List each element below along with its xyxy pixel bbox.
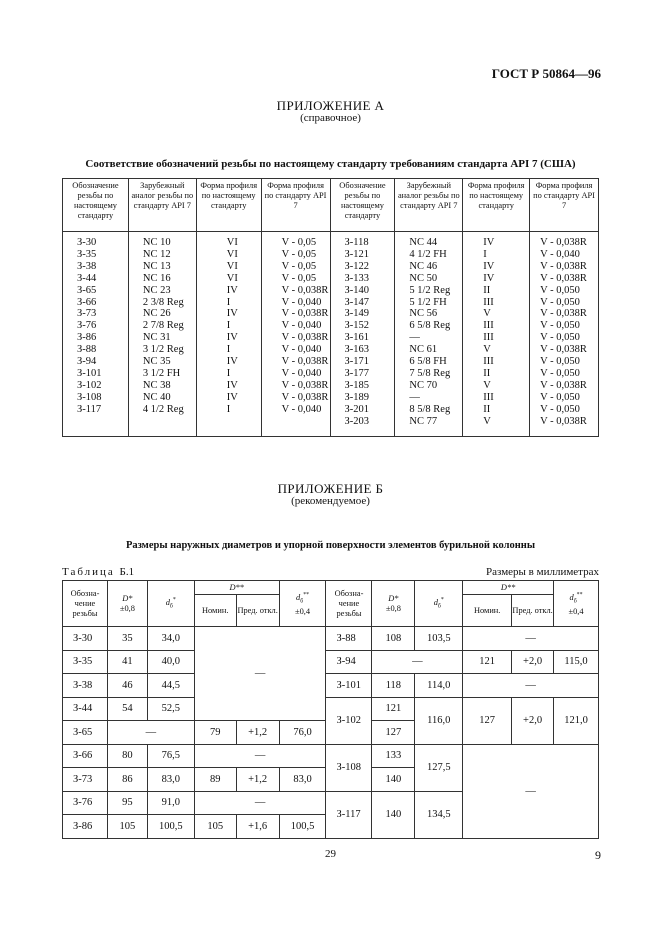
- column-header: Зарубежный аналог резьбы по стандарту API 7: [128, 179, 196, 232]
- table-cell: III: [463, 392, 530, 404]
- table-row: [63, 273, 599, 285]
- table-cell: [196, 416, 261, 436]
- table-row: [63, 368, 599, 380]
- table-cell: [261, 416, 330, 436]
- table-cell: V - 0,038R: [261, 332, 330, 344]
- table-row: З-65 — 79 +1,2 76,0 127: [63, 721, 599, 745]
- table-cell: V - 0,038R: [261, 308, 330, 320]
- table-cell: V - 0,05: [261, 232, 330, 249]
- table-row: [63, 332, 599, 344]
- column-header: Форма профиля по стандарту API 7: [261, 179, 330, 232]
- table-cell: V - 0,050: [530, 404, 599, 416]
- table-row: З-44 54 52,5 З-102 121 116,0 127 +2,0 121,0: [63, 697, 599, 721]
- table-cell: З-133: [330, 273, 395, 285]
- appendix-a-table-title: Соответствие обозначений резьбы по настоящему стандарту требованиям стандарта API 7 (США): [85, 158, 576, 170]
- table-cell: VI: [196, 249, 261, 261]
- header-db-2: $d_б^*$: [415, 581, 463, 627]
- api-correspondence-table: [62, 178, 599, 437]
- table-cell: IV: [196, 356, 261, 368]
- table-cell: V: [463, 308, 530, 320]
- dash-cell: —: [463, 674, 599, 698]
- table-row: [63, 404, 599, 416]
- table-cell: NC 61: [395, 344, 463, 356]
- table-cell: З-203: [330, 416, 395, 436]
- table-cell: V - 0,038R: [261, 380, 330, 392]
- table-cell: V - 0,05: [261, 249, 330, 261]
- table-cell: З-177: [330, 368, 395, 380]
- table-row: [63, 297, 599, 309]
- table-cell: V - 0,038R: [530, 232, 599, 249]
- table-number: Б.1: [119, 566, 135, 578]
- table-cell: II: [463, 285, 530, 297]
- table-cell: З-38: [63, 261, 129, 273]
- table-cell: V - 0,050: [530, 320, 599, 332]
- table-cell: IV: [196, 332, 261, 344]
- table-cell: —: [395, 332, 463, 344]
- table-row: З-76 95 91,0 — З-117 140 134,5: [63, 791, 599, 815]
- table-cell: IV: [196, 392, 261, 404]
- table-cell: V: [463, 344, 530, 356]
- table-cell: V - 0,038R: [530, 273, 599, 285]
- column-header: Форма профиля по стандарту API 7: [530, 179, 599, 232]
- table-cell: I: [196, 404, 261, 416]
- table-cell: З-149: [330, 308, 395, 320]
- table-cell: V: [463, 380, 530, 392]
- table-cell: IV: [196, 285, 261, 297]
- sheet-number: 9: [595, 848, 601, 862]
- table-cell: 3 1/2 FH: [128, 368, 196, 380]
- table-row: З-35 41 40,0 З-94 — 121 +2,0 115,0: [63, 650, 599, 674]
- table-cell: 5 1/2 Reg: [395, 285, 463, 297]
- dash-cell: —: [463, 627, 599, 651]
- header-nom: Номин.: [194, 595, 236, 627]
- header-db2-2: $d_б^{**}$ ±0,4: [554, 581, 599, 627]
- column-header: Форма профиля по настоящему стандарту: [196, 179, 261, 232]
- table-cell: I: [196, 344, 261, 356]
- table-cell: III: [463, 297, 530, 309]
- table-cell: З-30: [63, 232, 129, 249]
- header-designation: Обозна-чение резьбы: [63, 581, 108, 627]
- table-cell: 6 5/8 FH: [395, 356, 463, 368]
- table-cell: З-44: [63, 273, 129, 285]
- table-cell: 4 1/2 FH: [395, 249, 463, 261]
- table-cell: З-171: [330, 356, 395, 368]
- dash-cell: —: [372, 650, 463, 674]
- table-cell: NC 10: [128, 232, 196, 249]
- table-cell: V - 0,050: [530, 285, 599, 297]
- dash-cell: —: [463, 744, 599, 838]
- table-cell: З-94: [63, 356, 129, 368]
- table-cell: NC 38: [128, 380, 196, 392]
- table-cell: NC 16: [128, 273, 196, 285]
- table-cell: V: [463, 416, 530, 436]
- table-cell: I: [463, 249, 530, 261]
- table-cell: NC 46: [395, 261, 463, 273]
- column-header: Обозначение резьбы по настоящему стандарту: [63, 179, 129, 232]
- table-cell: NC 23: [128, 285, 196, 297]
- table-cell: NC 31: [128, 332, 196, 344]
- table-cell: 2 7/8 Reg: [128, 320, 196, 332]
- header-D-2: D* ±0,8: [372, 581, 415, 627]
- table-row: З-86 105 100,5 105 +1,6 100,5: [63, 815, 599, 839]
- header-D: D* ±0,8: [107, 581, 147, 627]
- table-cell: [128, 416, 196, 436]
- table-cell: 2 3/8 Reg: [128, 297, 196, 309]
- table-cell: V - 0,050: [530, 392, 599, 404]
- table-cell: V - 0,038R: [530, 308, 599, 320]
- table-row: [63, 416, 599, 436]
- table-row: З-30 35 34,0 — З-88 108 103,5 —: [63, 627, 599, 651]
- table-cell: 7 5/8 Reg: [395, 368, 463, 380]
- table-cell: V - 0,050: [530, 368, 599, 380]
- column-header: Зарубежный аналог резьбы по стандарту API 7: [395, 179, 463, 232]
- table-cell: VI: [196, 261, 261, 273]
- table-cell: З-163: [330, 344, 395, 356]
- header-D2: D**: [194, 581, 279, 595]
- table-cell: З-152: [330, 320, 395, 332]
- table-cell: VI: [196, 273, 261, 285]
- table-cell: NC 44: [395, 232, 463, 249]
- table-row: [63, 320, 599, 332]
- table-cell: —: [395, 392, 463, 404]
- table-cell: [63, 416, 129, 436]
- table-cell: V - 0,05: [261, 273, 330, 285]
- column-header: Форма профиля по настоящему стандарту: [463, 179, 530, 232]
- table-cell: 4 1/2 Reg: [128, 404, 196, 416]
- table-cell: NC 56: [395, 308, 463, 320]
- table-row: [63, 285, 599, 297]
- table-cell: NC 70: [395, 380, 463, 392]
- table-label: [62, 566, 134, 578]
- table-cell: З-73: [63, 308, 129, 320]
- appendix-b-subtitle: (рекомендуемое): [291, 495, 370, 507]
- table-cell: 8 5/8 Reg: [395, 404, 463, 416]
- table-row: [63, 380, 599, 392]
- table-cell: V - 0,040: [261, 404, 330, 416]
- table-row: [63, 308, 599, 320]
- table-cell: З-88: [63, 344, 129, 356]
- table-cell: NC 40: [128, 392, 196, 404]
- table-cell: IV: [463, 232, 530, 249]
- table-cell: II: [463, 368, 530, 380]
- dimensions-table: [62, 580, 599, 839]
- table-cell: I: [196, 368, 261, 380]
- table-cell: NC 77: [395, 416, 463, 436]
- table-cell: V - 0,040: [261, 368, 330, 380]
- table-cell: V - 0,050: [530, 297, 599, 309]
- table-cell: З-35: [63, 249, 129, 261]
- table-cell: 3 1/2 Reg: [128, 344, 196, 356]
- dash-cell: —: [194, 791, 326, 815]
- table-cell: З-189: [330, 392, 395, 404]
- header-dev: Пред. откл.: [236, 595, 279, 627]
- table-cell: З-66: [63, 297, 129, 309]
- header-db2: $d_б^{**}$ ±0,4: [279, 581, 326, 627]
- table-cell: III: [463, 320, 530, 332]
- table-cell: V - 0,038R: [261, 392, 330, 404]
- table-row: [63, 356, 599, 368]
- table-cell: V - 0,038R: [530, 416, 599, 436]
- table-cell: V - 0,038R: [530, 261, 599, 273]
- table-row: [63, 249, 599, 261]
- table-cell: V - 0,040: [261, 344, 330, 356]
- table-cell: З-147: [330, 297, 395, 309]
- document-code: ГОСТ Р 50864—96: [491, 66, 601, 81]
- table-row: З-73 86 83,0 89 +1,2 83,0 140: [63, 768, 599, 792]
- units-note: Размеры в миллиметрах: [486, 566, 599, 578]
- table-cell: IV: [196, 308, 261, 320]
- table-cell: 6 5/8 Reg: [395, 320, 463, 332]
- table-cell: З-65: [63, 285, 129, 297]
- table-row: [63, 261, 599, 273]
- table-cell: З-201: [330, 404, 395, 416]
- table-cell: З-101: [63, 368, 129, 380]
- header-designation-2: Обозна-чение резьбы: [326, 581, 372, 627]
- table-cell: NC 12: [128, 249, 196, 261]
- table-cell: V - 0,038R: [261, 285, 330, 297]
- header-nom-2: Номин.: [463, 595, 512, 627]
- table-cell: V - 0,050: [530, 332, 599, 344]
- table-cell: З-118: [330, 232, 395, 249]
- table-row: З-38 46 44,5 З-101 118 114,0 —: [63, 674, 599, 698]
- header-dev-2: Пред. откл.: [512, 595, 554, 627]
- table-row: [63, 392, 599, 404]
- table-cell: V - 0,05: [261, 261, 330, 273]
- table-cell: З-122: [330, 261, 395, 273]
- table-cell: NC 13: [128, 261, 196, 273]
- table-cell: V - 0,040: [261, 320, 330, 332]
- table-cell: З-121: [330, 249, 395, 261]
- table-cell: NC 50: [395, 273, 463, 285]
- table-cell: V - 0,038R: [261, 356, 330, 368]
- table-cell: З-161: [330, 332, 395, 344]
- table-cell: III: [463, 332, 530, 344]
- table-cell: V - 0,040: [530, 249, 599, 261]
- appendix-a-title: ПРИЛОЖЕНИЕ А: [276, 98, 385, 113]
- dash-cell: —: [194, 627, 326, 721]
- table-cell: З-102: [63, 380, 129, 392]
- table-cell: II: [463, 404, 530, 416]
- table-cell: З-86: [63, 332, 129, 344]
- table-row: [63, 232, 599, 249]
- header-db: $d_б^*$: [147, 581, 194, 627]
- table-cell: V - 0,050: [530, 356, 599, 368]
- table-row: З-66 80 76,5 — З-108 133 127,5 —: [63, 744, 599, 768]
- column-header: Обозначение резьбы по настоящему стандарту: [330, 179, 395, 232]
- table-cell: NC 26: [128, 308, 196, 320]
- table-cell: З-108: [63, 392, 129, 404]
- dash-cell: —: [107, 721, 194, 745]
- table-cell: I: [196, 320, 261, 332]
- table-cell: З-185: [330, 380, 395, 392]
- table-cell: З-117: [63, 404, 129, 416]
- table-label-word: Таблица: [62, 566, 115, 578]
- table-cell: З-76: [63, 320, 129, 332]
- table-cell: III: [463, 356, 530, 368]
- dash-cell: —: [194, 744, 326, 768]
- appendix-a-subtitle: (справочное): [300, 112, 361, 124]
- table-cell: З-140: [330, 285, 395, 297]
- table-cell: IV: [463, 261, 530, 273]
- table-cell: V - 0,038R: [530, 344, 599, 356]
- table-cell: V - 0,038R: [530, 380, 599, 392]
- table-cell: I: [196, 297, 261, 309]
- page-number: 29: [325, 848, 336, 860]
- header-D2-2: D**: [463, 581, 554, 595]
- table-cell: IV: [196, 380, 261, 392]
- table-cell: IV: [463, 273, 530, 285]
- table-cell: 5 1/2 FH: [395, 297, 463, 309]
- appendix-b-table-title: Размеры наружных диаметров и упорной поверхности элементов бурильной колонны: [125, 540, 536, 551]
- table-cell: VI: [196, 232, 261, 249]
- table-row: [63, 344, 599, 356]
- appendix-b-title: ПРИЛОЖЕНИЕ Б: [277, 481, 384, 496]
- table-cell: V - 0,040: [261, 297, 330, 309]
- table-cell: NC 35: [128, 356, 196, 368]
